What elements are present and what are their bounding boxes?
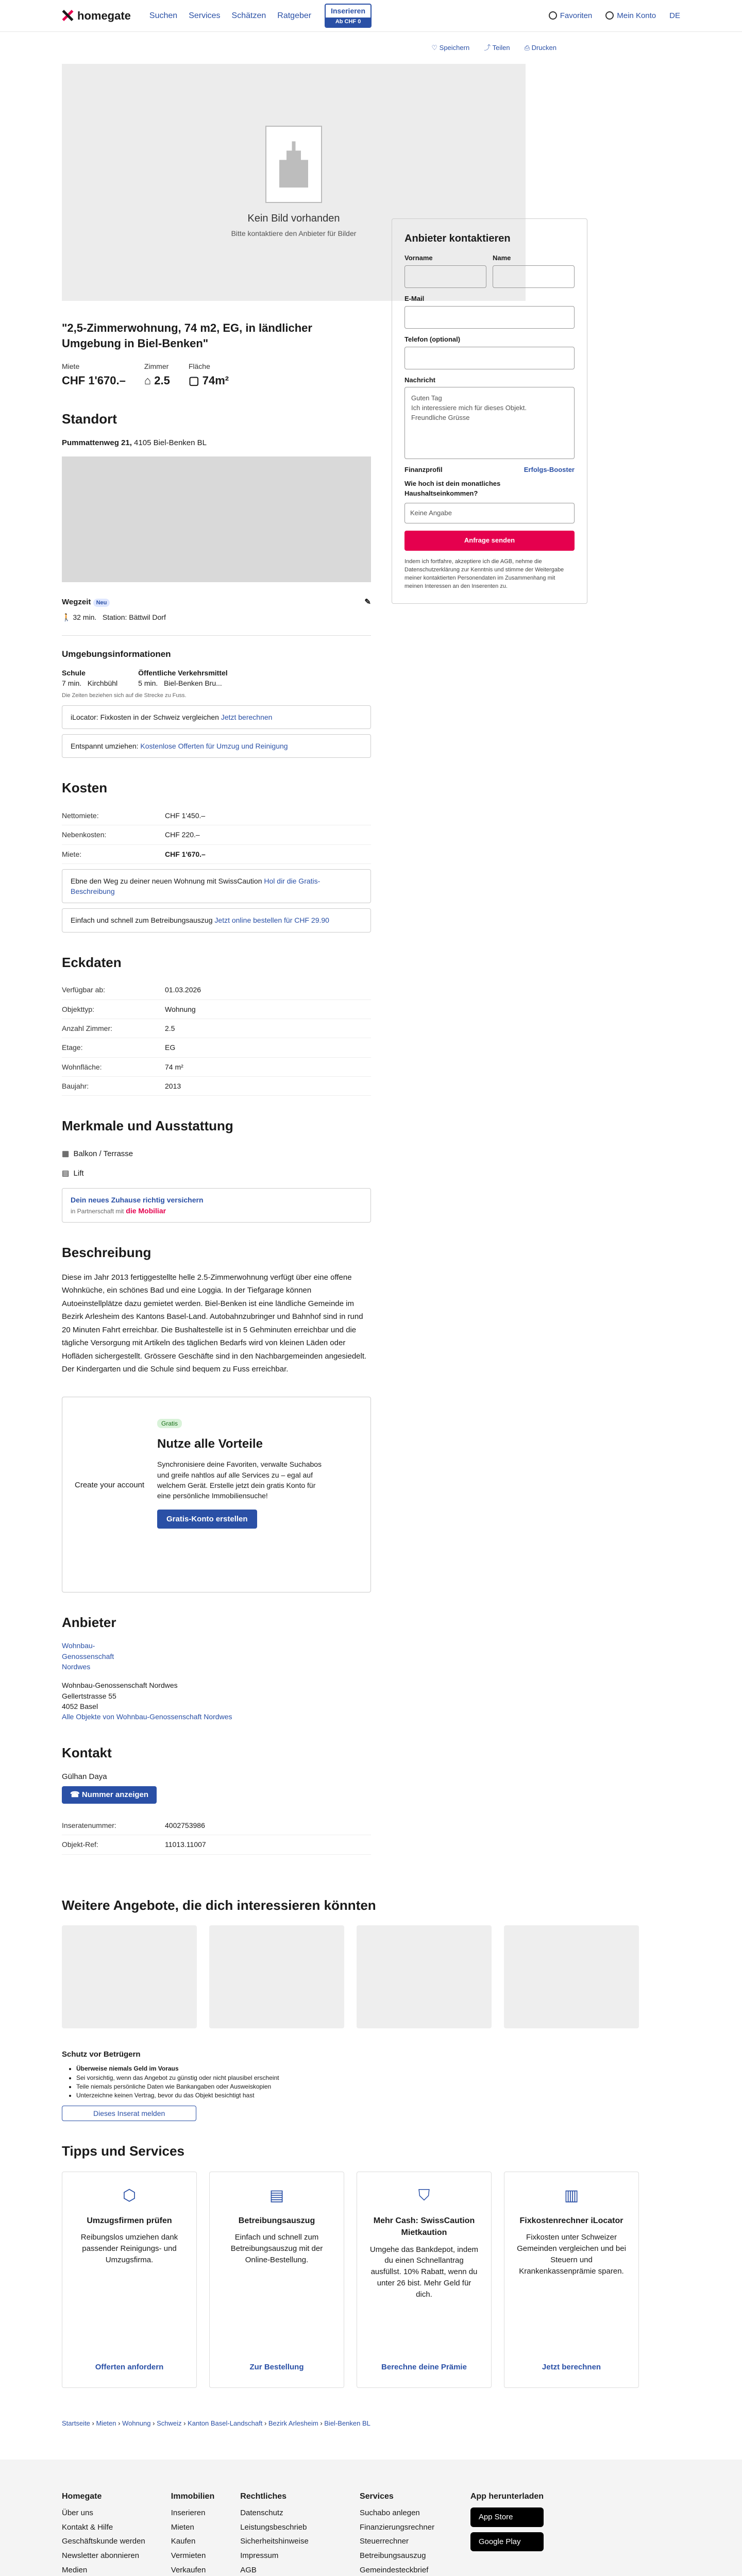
language-select[interactable]: DE xyxy=(669,11,680,20)
shield-icon: ⛉ xyxy=(418,2187,430,2204)
gallery-title: Kein Bild vorhanden xyxy=(247,213,340,225)
tip-card: ⛉ Mehr Cash: SwissCaution Mietkaution Umgehe das Bankdepot, indem du einen Schnellantrag ausfüllst. 10% Rabatt, wenn du unter 26 bist. Mehr Geld für dich. Berechne deine Prämie xyxy=(357,2172,492,2388)
nav-ratgeber[interactable]: Ratgeber xyxy=(277,11,312,20)
map-icon: ▥ xyxy=(564,2187,579,2204)
description-text: Diese im Jahr 2013 fertiggestellte helle 2.5-Zimmerwohnung verfügt über eine offene Wohnküche, ein schönes Bad und eine Loggia. In der Tiefgarage können Autoeinstellplätze dazu gemietet werden. Biel-Benken ist eine ländliche Gemeinde im Bezirk Arlesheim des Kantons Basel-Land. Autobahnzubringer und Bahnhof sind in rund 20 Minuten Fahrt erreichbar. Die Bushaltestelle ist in 5 Gehminuten erreichbar und die tägliche Versorgung mit Artikeln des täglichen Bedarfs wird von kleinen Läden oder Hofläden sichergestellt. Grössere Geschäfte sind in den Nachbargemeinden angesiedelt. Der Kindergarten und die Schule sind bequem zu Fuss erreichbar. xyxy=(62,1273,367,1374)
details-title: Eckdaten xyxy=(62,954,122,970)
contact-form: Anbieter kontaktieren Vorname Name E-Mail Telefon (optional) Nachricht Guten Tag Ich interessiere mich für dieses Objekt. Freundliche Grüsse Finanzprofil Erfolgs-Booster Wie hoch ist dein monatliches Haushaltseinkommen? Keine Angabe Anfrage senden Indem ich fortfahre, akzeptiere ich die AGB, nehme die Datenschutzerklärung zur Kenntnis und stimme der Weitergabe meiner kontaktierten Personendaten im Zusammenhang mit meinen Interessen an den Inserenten zu. xyxy=(392,218,587,1855)
route-label: Wegzeit Neu ✎ xyxy=(62,597,371,608)
income-select[interactable]: Keine Angabe xyxy=(404,503,575,523)
description-title: Beschreibung xyxy=(62,1245,151,1261)
edit-icon[interactable]: ✎ xyxy=(364,598,371,607)
map[interactable] xyxy=(62,456,371,582)
tip-card: ▤ Betreibungsauszug Einfach und schnell zum Betreibungsauszug mit der Online-Bestellung. Zur Bestellung xyxy=(209,2172,344,2388)
insert-button[interactable]: Inserieren Ab CHF 0 xyxy=(325,4,372,27)
contact-title: Kontakt xyxy=(62,1744,112,1760)
rooms-value: ⌂ 2.5 xyxy=(144,374,170,387)
listing-toolbar xyxy=(0,32,742,64)
route-info: 🚶 32 min. Station: Bättwil Dorf xyxy=(62,613,166,622)
offer-card[interactable] xyxy=(504,1925,639,2028)
moving-promo[interactable]: Entspannt umziehen: Kostenlose Offerten für Umzug und Reinigung xyxy=(62,734,371,758)
report-listing-button[interactable]: Dieses Inserat melden xyxy=(62,2106,196,2121)
address: Pummattenweg 21, 4105 Biel-Benken BL xyxy=(62,438,207,447)
save-button[interactable]: ♡ Speichern xyxy=(431,43,470,52)
last-name-input[interactable] xyxy=(493,265,575,288)
print-button[interactable]: ⎙ Drucken xyxy=(524,43,556,52)
show-number-button[interactable]: ☎ Nummer anzeigen xyxy=(62,1786,157,1804)
message-textarea[interactable]: Guten Tag Ich interessiere mich für dieses Objekt. Freundliche Grüsse xyxy=(404,387,575,459)
tip-card: ▥ Fixkostenrechner iLocator Fixkosten unter Schweizer Gemeinden vergleichen und bei Steuern und Krankenkassenprämie sparen. Jetzt berechnen xyxy=(504,2172,639,2388)
offer-card[interactable] xyxy=(209,1925,344,2028)
costs-title: Kosten xyxy=(62,780,108,796)
costs-table: Nettomiete: CHF 1'450.– Nebenkosten: CHF 220.– Miete: CHF 1'670.– xyxy=(62,806,371,864)
location-title: Standort xyxy=(62,411,117,427)
breadcrumb: Startseite › Mieten › Wohnung › Schweiz › Kanton Basel-Landschaft › Bezirk Arlesheim › Biel-Benken BL xyxy=(62,2419,370,2427)
app-store-badge[interactable]: App Store xyxy=(470,2507,544,2527)
share-button[interactable]: ⤴ Teilen xyxy=(484,43,510,52)
main-nav xyxy=(149,10,311,22)
footer: Homegate Über uns Kontakt & Hilfe Geschäftskunde werden Newsletter abonnieren Medien Immobilien Inserieren Mieten Kaufen Vermieten Verkaufen Rechtliches Datenschutz Leistungsbeschrieb Sicherheitshinweise Impressum AGB Services Suchabo anlegen Finanzierungsrechner Steuerrechner Betreibungsauszug Gemeindesteckbrief App herunterladen App Store Google Play xyxy=(0,2460,742,2576)
swisscaution-promo[interactable]: Ebne den Weg zu deiner neuen Wohnung mit SwissCaution Hol dir die Gratis-Beschreibung xyxy=(62,869,371,904)
provider-title: Anbieter xyxy=(62,1614,116,1630)
submit-request-button[interactable]: Anfrage senden xyxy=(404,531,575,551)
logo-icon xyxy=(62,10,73,21)
feature-item: ▤ Lift xyxy=(62,1168,84,1178)
provider-logo[interactable]: Wohnbau-Genossenschaft Nordwes xyxy=(62,1641,114,1671)
details-table: Verfügbar ab: 01.03.2026 Objekttyp: Wohnung Anzahl Zimmer: 2.5 Etage: EG Wohnfläche: 74 m² Baujahr: 2013 xyxy=(62,980,371,1096)
offer-card[interactable] xyxy=(62,1925,197,2028)
provider-all-link[interactable]: Alle Objekte von Wohnbau-Genossenschaft Nordwes xyxy=(62,1713,232,1721)
tip-card: ⬡ Umzugsfirmen prüfen Reibungslos umziehen dank passender Reinigungs- und Umzugsfirma. Offerten anfordern xyxy=(62,2172,197,2388)
placeholder-building-icon xyxy=(265,126,322,203)
google-play-badge[interactable]: Google Play xyxy=(470,2532,544,2552)
phone-input[interactable] xyxy=(404,347,575,369)
box-icon: ⬡ xyxy=(122,2187,137,2204)
area-value: ▢ 74m² xyxy=(188,374,229,387)
offer-card[interactable] xyxy=(357,1925,492,2028)
nav-schaetzen[interactable]: Schätzen xyxy=(231,11,266,20)
listing-title: "2,5-Zimmerwohnung, 74 m2, EG, in ländlicher Umgebung in Biel-Benken" xyxy=(62,321,312,350)
features-title: Merkmale und Ausstattung xyxy=(62,1118,233,1134)
first-name-input[interactable] xyxy=(404,265,486,288)
debt-extract-promo[interactable]: Einfach und schnell zum Betreibungsauszug Jetzt online bestellen für CHF 29.90 xyxy=(62,908,371,932)
user-icon xyxy=(605,11,614,20)
email-input[interactable] xyxy=(404,306,575,329)
nav-suchen[interactable]: Suchen xyxy=(149,11,178,20)
favorites-link[interactable]: Favoriten xyxy=(549,10,593,22)
site-header xyxy=(0,0,742,32)
more-title: Weitere Angebote, die dich interessieren könnten xyxy=(62,1897,376,1913)
key-facts: Miete CHF 1'670.– Zimmer ⌂ 2.5 Fläche ▢ 74m² xyxy=(62,361,371,389)
homegate-logo[interactable]: homegate xyxy=(62,8,131,24)
ilocator-promo[interactable]: iLocator: Fixkosten in der Schweiz vergleichen Jetzt berechnen xyxy=(62,705,371,729)
document-icon: ▤ xyxy=(269,2187,284,2204)
fraud-list: • Überweise niemals Geld im Voraus • Sei vorsichtig, wenn das Angebot zu günstig oder nicht plausibel erscheint • Teile niemals persönliche Daten wie Bankangaben oder Ausweiskopien • Unterzeichne keinen Vertrag, bevor du das Objekt besichtigt hast xyxy=(76,2064,639,2100)
rent-value: CHF 1'670.– xyxy=(62,374,126,387)
insurance-promo[interactable]: Dein neues Zuhause richtig versichern in Partnerschaft mit die Mobiliar xyxy=(62,1188,371,1223)
feature-item: ▦ Balkon / Terrasse xyxy=(62,1149,133,1158)
account-link[interactable]: Mein Konto xyxy=(605,10,656,22)
create-account-button[interactable]: Gratis-Konto erstellen xyxy=(157,1510,257,1529)
heart-icon xyxy=(549,11,557,20)
main-column: "2,5-Zimmerwohnung, 74 m2, EG, in ländlicher Umgebung in Biel-Benken" Miete CHF 1'670.– Zimmer ⌂ 2.5 Fläche ▢ 74m² Standort Pummattenweg 21, 4105 Biel-Benken BL Wegzeit Neu ✎ 🚶 32 min. Station: Bättwil Dorf Umgebungsinformationen Schule 7 min. Kirchbühl Öffentliche Verkehrsmittel 5 min. Biel-Benken Bru... Die Zeiten beziehen sich auf die Strecke zu Fuss. iLocator: Fixkosten in der Schweiz vergleichen Jetzt berechnen Entspannt umziehen: Kostenlose Offerten für Umzug und Reinigung Kosten Nettomiete: CHF 1'450.– Nebenkosten: CHF 220.– Miete: CHF 1'670.– Ebne den Weg zu deiner neuen Wohnung mit SwissCaution Hol dir die Gratis-Beschreibung Einfach und schnell zum Betreibungsauszug Jetzt online bestellen für CHF 29.90 Eckdaten Verfügbar ab: 01.03.2026 Objekttyp: Wohnung Anzahl Zimmer: 2.5 Etage: EG Wohnfläche: 74 m² Baujahr: 2013 Merkmale und Ausstattung ▦ Balkon / Terrasse ▤ Lift Dein neues Zuhause richtig versichern in Partnerschaft mit die Mobiliar Beschreibung Diese im Jahr 2013 fertiggestellte helle 2.5-Zimmerwohnung verfügt über eine offene Wohnküche, ein schönes Bad und eine Loggia. In der Tiefgarage können Autoeinstellplätze dazu gemietet werden. Biel-Benken ist eine ländliche Gemeinde im Bezirk Arlesheim des Kantons Basel-Land. Autobahnzubringer und Bahnhof sind in rund 20 Minuten Fahrt erreichbar. Die Bushaltestelle ist in 5 Gehminuten erreichbar und die tägliche Versorgung mit Artikeln des täglichen Bedarfs wird von kleinen Läden oder Hofläden sichergestellt. Grössere Geschäfte sind in den Nachbargemeinden angesiedelt. Der Kindergarten und die Schule sind bequem zu Fuss erreichbar. Create your account Gratis Nutze alle Vorteile Synchronisiere deine Favoriten, verwalte Suchabos und greife nahtlos auf alle Services zu – egal auf welchem Gerät. Erstelle jetzt dein gratis Konto für eine persönliche Immobiliensuche! Gratis-Konto erstellen Anbieter Wohnbau-Genossenschaft Nordwes Wohnbau-Genossenschaft Nordwes Gellertstrasse 55 4052 Basel Alle Objekte von Wohnbau-Genossenschaft Nordwes Kontakt Gülhan Daya ☎ Nummer anzeigen Inseratenummer: 4002753986 Objekt-Ref: 11013.11007 xyxy=(62,301,371,1855)
gallery-subtitle: Bitte kontaktiere den Anbieter für Bilder xyxy=(231,229,357,238)
account-card: Create your account Gratis Nutze alle Vorteile Synchronisiere deine Favoriten, verwalte Suchabos und greife nahtlos auf alle Services zu – egal auf welchem Gerät. Erstelle jetzt dein gratis Konto für eine persönliche Immobiliensuche! Gratis-Konto erstellen xyxy=(62,1397,371,1592)
nav-services[interactable]: Services xyxy=(189,11,221,20)
surroundings-title: Umgebungsinformationen xyxy=(62,649,171,659)
tips-title: Tipps und Services xyxy=(62,2143,184,2159)
